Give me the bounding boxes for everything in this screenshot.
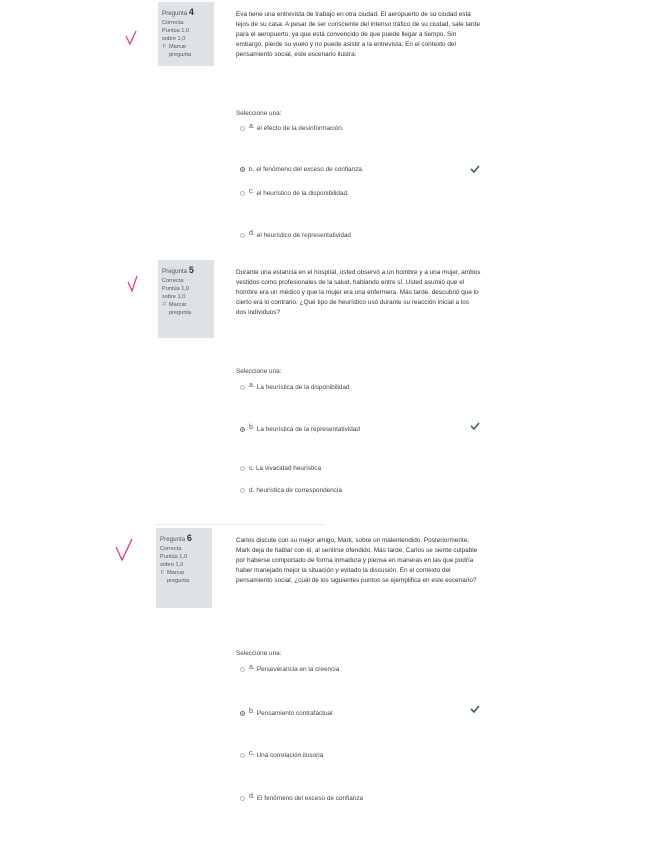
select-prompt: Seleccione una:	[236, 368, 282, 375]
divider	[155, 524, 325, 525]
question-state: Correcta	[160, 546, 182, 553]
handwritten-tick-icon	[126, 275, 140, 293]
answer-option[interactable]: a. La heurística de la disponibilidad	[240, 384, 350, 391]
answer-option[interactable]: c. La vivacidad heurística	[240, 465, 321, 472]
radio-icon[interactable]	[240, 466, 245, 471]
handwritten-tick-icon	[114, 538, 134, 562]
flag-question-link[interactable]: ⚐ Marcar pregunta	[162, 44, 192, 59]
question-score: Puntúa 1,0 sobre 1,0	[162, 28, 190, 43]
question-text: Carlos discute con su mejor amigo, Mark, sobre un malentendido. Posteriormente, Mark deja de hablar con él, al sentirse ofendido. Más tarde, Carlos se siente culpable por haberse comportado de forma inmadura y piensa en maneras en las que podría haber manejado mejor la situación y evitado la discusión. En el contexto del pensamiento social, ¿cuál de los siguientes puntos se ejemplifica en este escenario?	[236, 537, 478, 584]
radio-icon[interactable]	[240, 488, 245, 493]
radio-icon[interactable]	[240, 796, 245, 801]
answer-option-selected[interactable]: b. el fenómeno del exceso de confianza.	[240, 166, 364, 173]
select-prompt: Seleccione una:	[236, 110, 282, 117]
answer-option[interactable]: d. El fenómeno del exceso de confianza	[240, 795, 363, 802]
answer-option[interactable]: a. el efecto de la desinformación.	[240, 125, 344, 132]
radio-icon[interactable]	[240, 753, 245, 758]
question-text: Durante una estancia en el hospital, usted observó a un hombre y a una mujer, ambos vestidos como profesionales de la salud, hablando entre sí. Usted asumió que el hombre era un médico y que la mujer era una enfermera. Más tarde, descubrió que lo cierto era lo contrario. ¿Qué tipo de heurístico usó durante su reacción inicial a los dos individuos?	[236, 269, 481, 316]
radio-icon[interactable]	[240, 427, 245, 432]
question-number: Pregunta 4	[162, 7, 194, 17]
radio-icon[interactable]	[240, 667, 245, 672]
question-number: Pregunta 5	[162, 265, 194, 275]
answer-option[interactable]: d. heurística de correspondencia	[240, 487, 342, 494]
select-prompt: Seleccione una:	[236, 650, 282, 657]
answer-option[interactable]: c. el heurístico de la disponibilidad.	[240, 190, 349, 197]
radio-icon[interactable]	[240, 191, 245, 196]
flag-icon: ⚐	[160, 570, 166, 577]
question-state: Correcta	[162, 278, 184, 285]
radio-icon[interactable]	[240, 385, 245, 390]
radio-icon[interactable]	[240, 167, 245, 172]
flag-icon: ⚐	[162, 302, 168, 309]
question-info-5	[158, 260, 214, 338]
flag-question-link[interactable]: ⚐ Marcar pregunta	[162, 302, 192, 317]
answer-option-selected[interactable]: b. Pensamiento contrafactual	[240, 710, 333, 717]
question-info-4	[158, 2, 214, 66]
handwritten-tick-icon	[124, 30, 138, 46]
checkmark-icon	[470, 705, 480, 713]
checkmark-icon	[470, 422, 480, 430]
flag-question-link[interactable]: ⚐ Marcar pregunta	[160, 570, 190, 585]
radio-icon[interactable]	[240, 233, 245, 238]
question-score: Puntúa 1,0 sobre 1,0	[162, 286, 190, 301]
question-number: Pregunta 6	[160, 533, 192, 543]
question-info-6	[156, 528, 212, 608]
radio-icon[interactable]	[240, 711, 245, 716]
answer-option[interactable]: d. el heurístico de representatividad	[240, 232, 351, 239]
question-text: Eva tiene una entrevista de trabajo en otra ciudad. El aeropuerto de su ciudad está lejos de su casa. A pesar de ser consciente del intenso tráfico de su ciudad, sale tarde para el aeropuerto, ya que está convencido de que puede llegar a tiempo. Sin embargo, pierde su vuelo y no puede asistir a la entrevista. En el contexto del pensamiento social, este escenario ilustra:	[236, 11, 481, 58]
checkmark-icon	[470, 165, 480, 173]
answer-option-selected[interactable]: b. La heurística de la representatividad	[240, 426, 360, 433]
flag-icon: ⚐	[162, 44, 168, 51]
radio-icon[interactable]	[240, 126, 245, 131]
question-score: Puntúa 1,0 sobre 1,0	[160, 554, 188, 569]
answer-option[interactable]: a. Perseverancia en la creencia	[240, 666, 339, 673]
question-state: Correcta	[162, 20, 184, 27]
answer-option[interactable]: c. Una correlación ilusoria	[240, 752, 323, 759]
